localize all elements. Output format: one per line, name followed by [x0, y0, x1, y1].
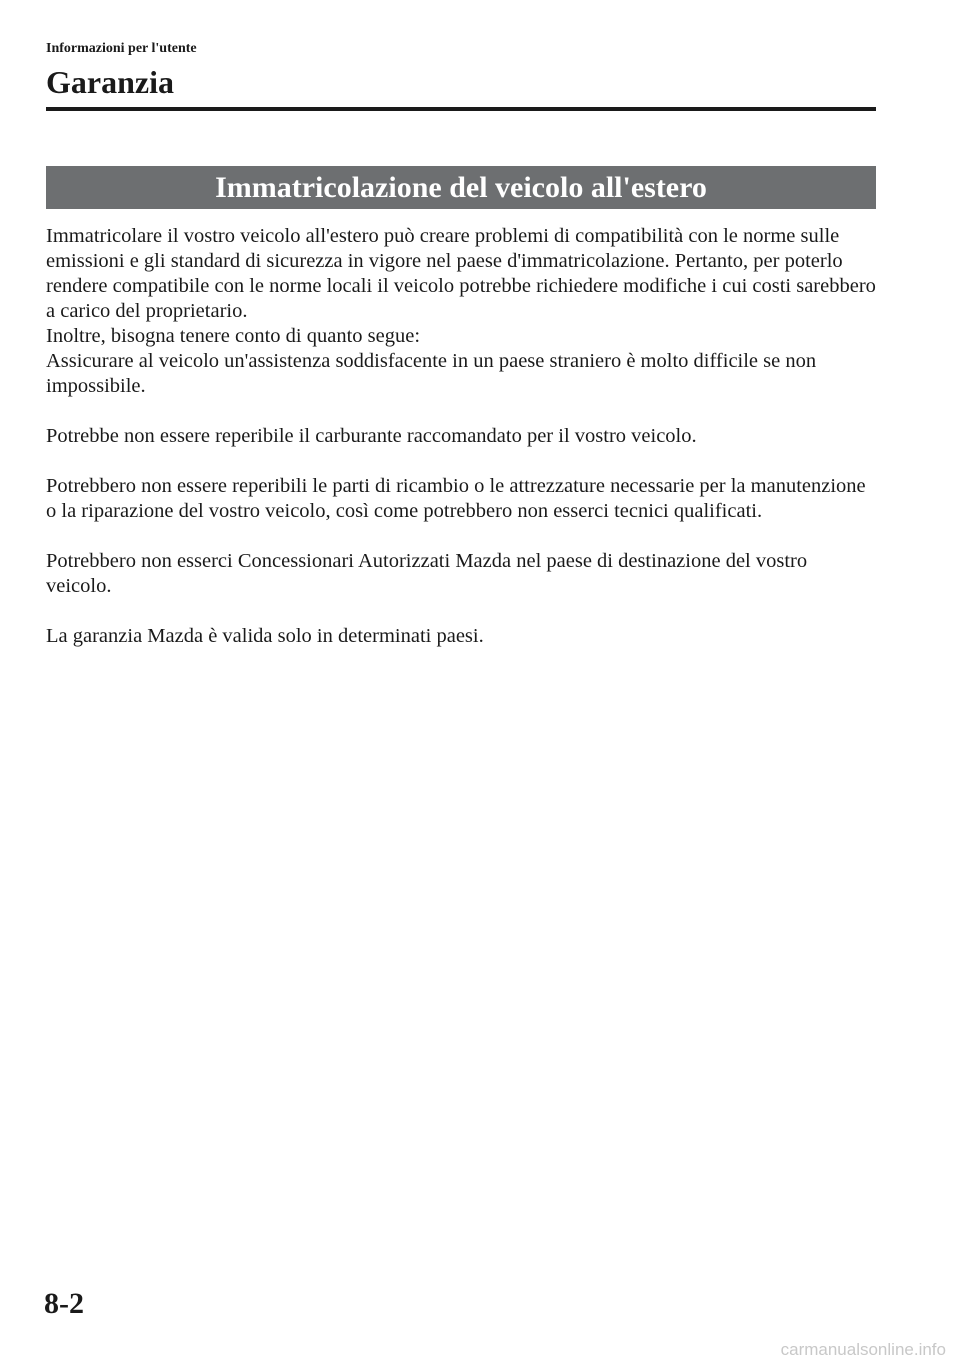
section-heading: Immatricolazione del veicolo all'estero: [215, 171, 707, 204]
paragraph-intro: Immatricolare il vostro veicolo all'estero può creare problemi di compatibilità con le norme sulle emissioni e gli standard di sicurezza in vigore nel paese d'immatricolazione. Pertanto, per poterlo rendere compatibile con le norme locali il veicolo potrebbe richiedere modifiche i cui costi sarebbero a carico del proprietario.: [46, 225, 876, 322]
body-content: [46, 224, 876, 649]
paragraph-consider: Inoltre, bisogna tenere conto di quanto segue:: [46, 325, 421, 347]
chapter-title: Garanzia: [46, 64, 174, 100]
watermark: carmanualsonline.info: [780, 1340, 946, 1359]
section-label: Informazioni per l'utente: [46, 41, 197, 56]
section-heading-bar: [46, 166, 876, 209]
paragraph-warranty: La garanzia Mazda è valida solo in determinati paesi.: [46, 625, 484, 647]
paragraph-parts: Potrebbero non essere reperibili le parti di ricambio o le attrezzature necessarie per la manutenzione o la riparazione del vostro veicolo, così come potrebbero non esserci tecnici qualificati.: [46, 475, 866, 522]
paragraph-dealers: Potrebbero non esserci Concessionari Autorizzati Mazda nel paese di destinazione del vostro veicolo.: [46, 550, 808, 597]
paragraph-assistance: Assicurare al veicolo un'assistenza soddisfacente in un paese straniero è molto difficile se non impossibile.: [46, 350, 817, 397]
header-rule: [46, 107, 876, 111]
paragraph-fuel: Potrebbe non essere reperibile il carburante raccomandato per il vostro veicolo.: [46, 425, 697, 447]
page-number: 8-2: [44, 1287, 84, 1320]
